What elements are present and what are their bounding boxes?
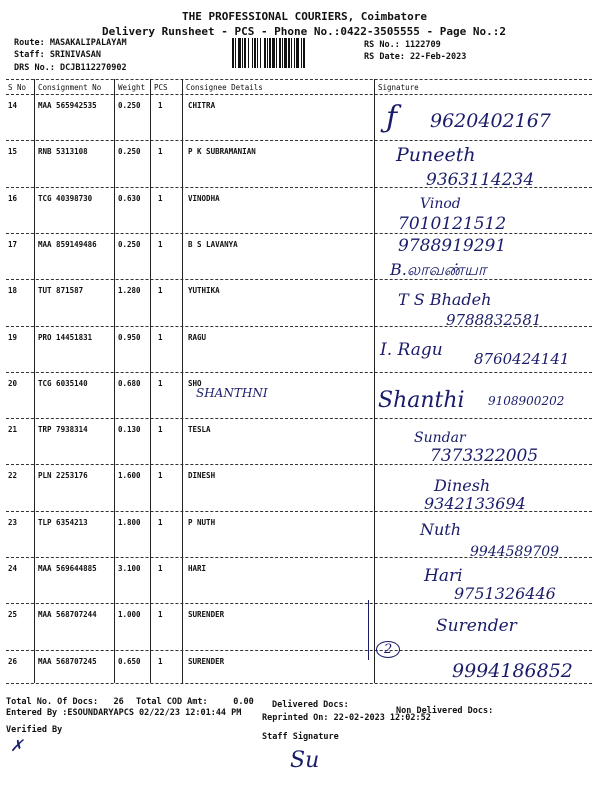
row-consignee: HARI [188,564,207,573]
row-divider [6,372,592,373]
row-consignment-no: MAA 568707245 [38,656,97,666]
row-consignee: CHITRA [188,101,216,110]
handwritten-sign: T S Bhadeh [398,290,492,309]
row-pcs: 1 [158,378,163,388]
row-divider [6,650,592,651]
row-consignment-no: MAA 859149486 [38,239,97,249]
col-weight: Weight [118,83,146,92]
row-consignment-no: TLP 6354213 [38,517,88,527]
row-sno: 23 [8,517,18,527]
handwritten-circled-mark: 2 [376,641,400,658]
handwritten-phone: 9944589709 [470,544,560,560]
entered-by: Entered By :ESOUNDARYAPCS 02/22/23 12:01:44 PM [6,708,242,718]
row-divider [6,279,592,280]
row-pcs: 1 [158,471,163,481]
row-divider [6,140,592,141]
col-pcs: PCS [154,83,168,92]
row-sno: 17 [8,239,18,249]
row-pcs: 1 [158,193,163,203]
row-consignee: RAGU [188,332,207,342]
row-weight: 0.250 [118,101,141,110]
row-consignee: SURENDER [188,656,225,666]
row-pcs: 1 [158,517,163,527]
col-divider [114,79,115,683]
row-weight: 1.600 [118,471,141,481]
handwritten-name: SHANTHNI [196,386,268,400]
total-docs: Total No. Of Docs: 26 [6,697,124,707]
handwritten-phone: 9620402167 [430,110,551,132]
row-divider [6,603,592,604]
row-pcs: 1 [158,286,163,296]
row-sno: 22 [8,471,18,481]
row-pcs: 1 [158,147,163,157]
drs-number: DRS No.: DCJB112270902 [14,63,127,73]
route-label: Route: MASAKALIPALAYAM [14,38,127,48]
row-sno: 25 [8,610,18,620]
staff-signature: Su [290,748,320,773]
reprinted-on: Reprinted On: 22-02-2023 12:02:52 [262,713,431,723]
handwritten-phone: 8760424141 [474,350,570,368]
staff-label: Staff: SRINIVASAN [14,50,101,60]
handwritten-phone: 9788919291 [398,236,507,256]
row-weight: 0.650 [118,656,141,666]
row-sno: 20 [8,378,18,388]
handwritten-sign: Surender [436,616,517,636]
col-sno: S No [8,83,27,92]
col-consignment: Consignment No [38,83,102,92]
row-pcs: 1 [158,610,163,620]
row-consignee: VINODHA [188,193,220,203]
row-pcs: 1 [158,564,163,573]
handwritten-sign: Vinod [420,196,461,212]
handwritten-phone: 9751326446 [454,584,556,603]
row-sno: 21 [8,425,18,435]
handwritten-phone: 9994186852 [452,660,573,682]
handwritten-phone: 9342133694 [424,494,526,513]
barcode-gap [305,38,306,68]
delivered-docs: Delivered Docs: [272,700,349,710]
col-divider [374,79,375,683]
row-sno: 15 [8,147,18,157]
handwritten-phone: 9108900202 [488,394,565,408]
handwritten-sign: Nuth [420,520,462,539]
row-weight: 1.000 [118,610,141,620]
row-weight: 1.280 [118,286,141,296]
verified-signature: ✗ [10,736,24,755]
row-divider [6,418,592,419]
handwritten-sign: ƒ [386,100,398,135]
row-consignment-no: MAA 565942535 [38,101,97,110]
non-delivered-docs: Non Delivered Docs: [396,706,494,716]
company-title: THE PROFESSIONAL COURIERS, Coimbatore [182,10,428,23]
row-pcs: 1 [158,101,163,110]
row-consignment-no: PLN 2253176 [38,471,88,481]
row-weight: 0.250 [118,239,141,249]
table-bottom-rule [6,683,592,684]
row-sno: 18 [8,286,18,296]
handwritten-sign: Shanthi [378,388,465,413]
row-weight: 0.950 [118,332,141,342]
row-weight: 1.800 [118,517,141,527]
row-consignment-no: MAA 568707244 [38,610,97,620]
header-rule [6,94,592,95]
rs-number: RS No.: 1122709 [364,40,441,50]
col-divider [182,79,183,683]
row-pcs: 1 [158,656,163,666]
total-cod: Total COD Amt: 0.00 [136,697,254,707]
row-pcs: 1 [158,332,163,342]
row-consignee: P K SUBRAMANIAN [188,147,256,157]
row-weight: 0.250 [118,147,141,157]
row-weight: 0.630 [118,193,141,203]
verified-by: Verified By [6,725,63,735]
handwritten-sign: B.லாவண்யா [390,260,487,279]
row-weight: 0.130 [118,425,141,435]
row-consignment-no: TRP 7938314 [38,425,88,435]
handwritten-bracket [360,600,369,660]
row-consignee: SHO [188,378,202,388]
handwritten-sign: Dinesh [434,476,491,495]
row-consignment-no: RNB 5313108 [38,147,88,157]
col-divider [34,79,35,683]
table-top-rule [6,79,592,80]
runsheet-title: Delivery Runsheet - PCS - Phone No.:0422-3505555 - Page No.:2 [102,25,506,38]
rs-date: RS Date: 22-Feb-2023 [364,52,467,62]
handwritten-sign: Puneeth [396,144,476,166]
row-sno: 19 [8,332,18,342]
handwritten-phone: 7010121512 [398,214,507,234]
handwritten-sign: I. Ragu [380,340,443,360]
row-consignee: P NUTH [188,517,216,527]
row-sno: 14 [8,101,18,110]
handwritten-sign: Hari [424,566,463,586]
staff-signature-label: Staff Signature [262,732,339,742]
row-consignment-no: TUT 871587 [38,286,84,296]
row-sno: 24 [8,564,18,573]
col-consignee: Consignee Details [186,83,263,92]
drs-barcode [232,38,356,68]
row-consignment-no: MAA 569644885 [38,564,97,573]
col-signature: Signature [378,83,419,92]
row-consignee: YUTHIKA [188,286,220,296]
row-consignment-no: TCG 40398730 [38,193,93,203]
row-weight: 0.680 [118,378,141,388]
row-pcs: 1 [158,425,163,435]
row-consignment-no: TCG 6035140 [38,378,88,388]
row-consignee: DINESH [188,471,216,481]
row-consignment-no: PRO 14451831 [38,332,93,342]
handwritten-phone: 9788832581 [446,311,542,329]
row-consignee: SURENDER [188,610,225,620]
col-divider [150,79,151,683]
row-sno: 26 [8,656,18,666]
row-pcs: 1 [158,239,163,249]
row-consignee: TESLA [188,425,211,435]
handwritten-phone: 9363114234 [426,170,535,190]
row-weight: 3.100 [118,564,141,573]
row-sno: 16 [8,193,18,203]
row-consignee: B S LAVANYA [188,239,238,249]
handwritten-sign: Sundar [414,430,466,446]
handwritten-phone: 7373322005 [430,446,539,466]
